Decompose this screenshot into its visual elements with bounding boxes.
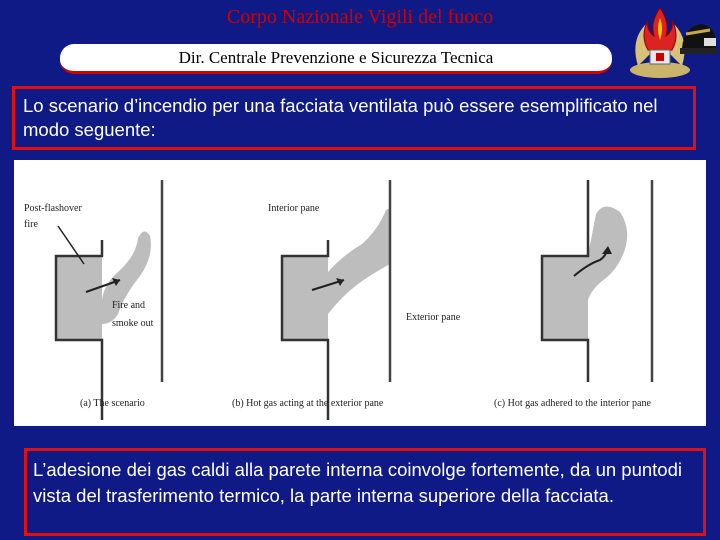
intro-text: Lo scenario d’incendio per una facciata ventilata può essere esemplificato nel modo seguente: bbox=[12, 86, 696, 150]
fire-room-c bbox=[542, 256, 588, 340]
label-smoke-out: smoke out bbox=[112, 318, 154, 329]
label-exterior-pane: Exterior pane bbox=[406, 312, 461, 323]
label-fire-and: Fire and bbox=[112, 300, 146, 311]
conclusion-text: L’adesione dei gas caldi alla parete interna coinvolge fortemente, da un puntodi vista del trasferimento termico, la parte interna superiore della facciata. bbox=[24, 448, 706, 536]
label-post-flashover: Post-flashover bbox=[24, 203, 82, 214]
department-banner: Dir. Centrale Prevenzione e Sicurezza Tecnica bbox=[60, 44, 612, 74]
fire-room-b bbox=[282, 256, 328, 340]
label-interior-pane: Interior pane bbox=[268, 203, 320, 214]
panel-c-interior bbox=[494, 180, 652, 409]
fire-brigade-emblem-icon bbox=[620, 0, 720, 82]
caption-c: (c) Hot gas adhered to the interior pane bbox=[494, 398, 651, 409]
smoke-plume-b bbox=[328, 208, 390, 314]
facade-fire-diagram bbox=[14, 160, 706, 426]
page-title: Corpo Nazionale Vigili del fuoco bbox=[226, 6, 494, 28]
caption-b: (b) Hot gas acting at the exterior pane bbox=[232, 398, 384, 409]
caption-a: (a) The scenario bbox=[80, 398, 145, 409]
panel-a-scenario bbox=[24, 180, 162, 420]
fire-room-a bbox=[56, 256, 102, 340]
label-fire: fire bbox=[24, 219, 38, 230]
panel-b-exterior bbox=[232, 180, 461, 420]
